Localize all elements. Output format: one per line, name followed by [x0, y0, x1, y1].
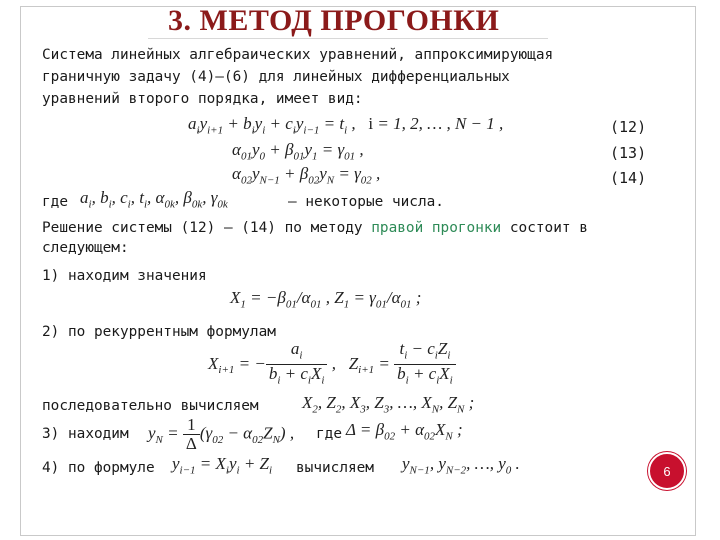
- coefficients-list: $a_i$, $b_i$, $c_i$, $t_i$, $\alpha_{0k}$, $\beta_{0k}$, $\gamma_{0k}$: [80, 188, 228, 211]
- sequence-formula: $X_2$, $Z_2$, $X_3$, $Z_3$, …, $X_N$, $Z_N$ ;: [302, 393, 475, 416]
- title-underline: [148, 38, 548, 39]
- solution-line-2: следующем:: [42, 240, 129, 256]
- intro-line-3: уравнений второго порядка, имеет вид:: [42, 91, 363, 107]
- equation-number-13: (13): [610, 144, 647, 162]
- step-4-formula: $y_{i-1} = X_iy_i + Z_i$: [172, 454, 273, 477]
- equation-12: $a_iy_{i+1} + b_iy_i + c_iy_{i-1} = t_i$ , i = 1, 2, … , N − 1 ,: [188, 114, 504, 137]
- step-3-intro: последовательно вычисляем: [42, 398, 259, 414]
- step-2: 2) по рекуррентным формулам: [42, 324, 276, 340]
- step-2-formula: $X_{i+1}$ = − $\frac{a_i}{b_i + c_iX_i}$ , $Z_{i+1}$ = $\frac{t_i - c_iZ_i}{b_i + c_iX_i}$: [208, 340, 456, 390]
- solution-highlight: правой прогонки: [371, 220, 502, 236]
- intro-line-1: Система линейных алгебраических уравнений, аппроксимирующая: [42, 47, 554, 63]
- step-1-formula: $X_1 = -\beta_{01}/\alpha_{01}$ , $Z_1 = \gamma_{01}/\alpha_{01}$ ;: [230, 288, 422, 311]
- step-3-formula: $y_N$ = $\frac{1}{\Delta}$ $(\gamma_{02} - \alpha_{02}Z_N)$ ,: [148, 415, 295, 453]
- step-3: 3) находим: [42, 426, 129, 442]
- step-1: 1) находим значения: [42, 268, 207, 284]
- delta-formula: $\Delta = \beta_{02} + \alpha_{02}X_N$ ;: [346, 420, 463, 443]
- equation-number-14: (14): [610, 169, 647, 187]
- solution-before: Решение системы (12) – (14) по методу: [42, 220, 363, 236]
- step-3-where: где: [316, 426, 342, 442]
- equation-14: $\alpha_{02}y_{N-1} + \beta_{02}y_N = \gamma_{02}$ ,: [232, 164, 381, 187]
- equation-number-12: (12): [610, 118, 647, 136]
- step-4-compute: вычисляем: [296, 460, 374, 476]
- solution-line-1: [42, 218, 588, 238]
- equation-13: $\alpha_{01}y_0 + \beta_{01}y_1 = \gamma_{01}$ ,: [232, 140, 364, 163]
- intro-line-2: граничную задачу (4)–(6) для линейных дифференциальных: [42, 69, 510, 85]
- page-number-badge: 6: [648, 452, 686, 490]
- solution-after: состоит в: [509, 220, 588, 236]
- where-suffix: – некоторые числа.: [288, 194, 444, 210]
- step-4: 4) по формуле: [42, 460, 155, 476]
- step-4-sequence: $y_{N-1}$, $y_{N-2}$, …, $y_0$ .: [402, 454, 520, 477]
- where-label: где: [42, 194, 68, 210]
- slide-title: 3. МЕТОД ПРОГОНКИ: [168, 4, 500, 37]
